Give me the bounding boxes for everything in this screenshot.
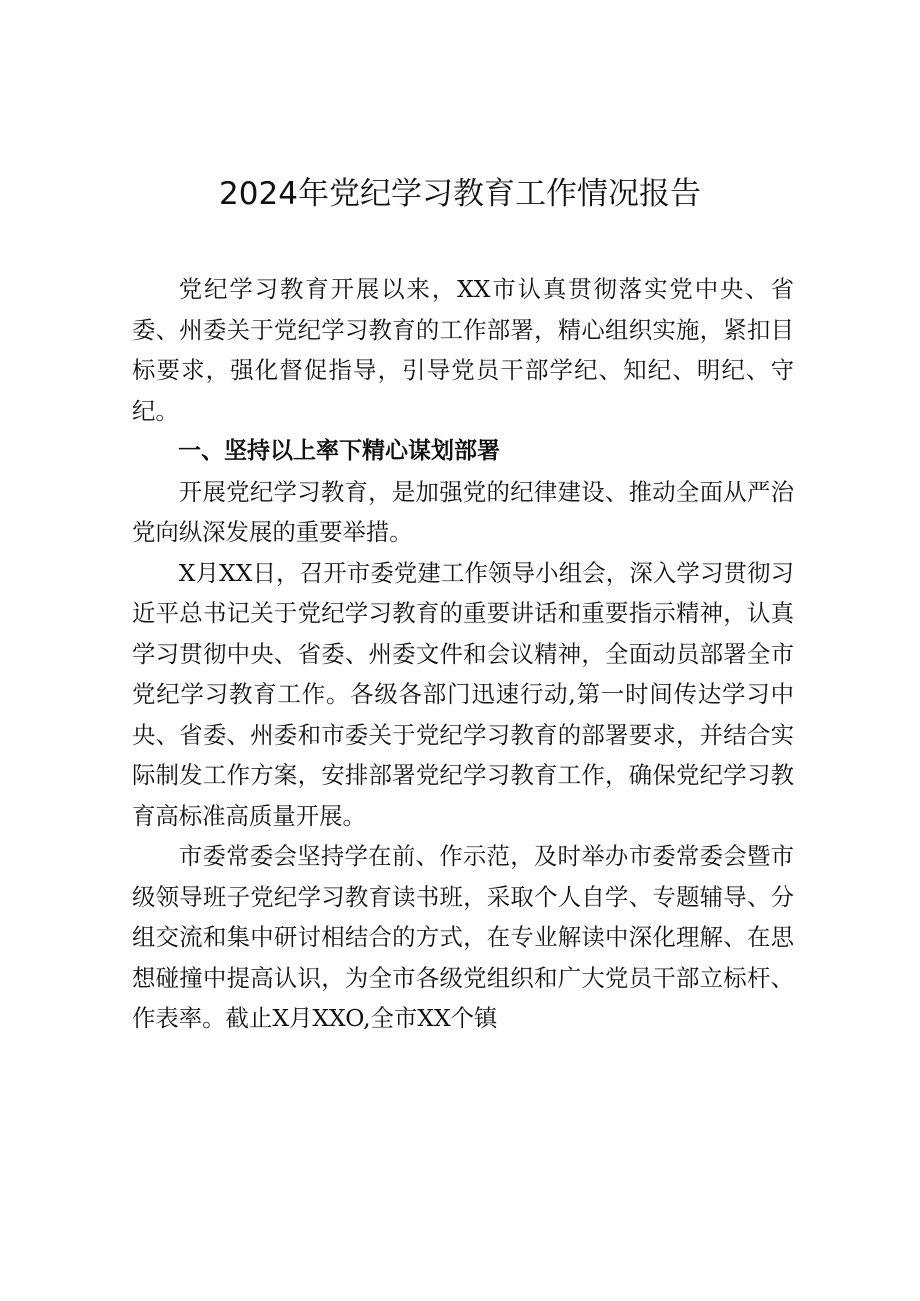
body-paragraph-1: 开展党纪学习教育，是加强党的纪律建设、推动全面从严治党向纵深发展的重要举措。	[132, 477, 794, 546]
section-heading-1: 一、坚持以上率下精心谋划部署	[178, 438, 500, 464]
intro-paragraph: 党纪学习教育开展以来，XX市认真贯彻落实党中央、省委、州委关于党纪学习教育的工作部署，精心组织实施，紧扣目标要求，强化督促指导，引导党员干部学纪、知纪、明纪、守纪。	[132, 275, 794, 425]
document-title: 2024年党纪学习教育工作情况报告	[219, 176, 701, 212]
document-body	[132, 269, 794, 1039]
body-paragraph-3: 市委常委会坚持学在前、作示范，及时举办市委常委会暨市级领导班子党纪学习教育读书班，采取个人自学、专题辅导、分组交流和集中研讨相结合的方式，在专业解读中深化理解、在思想碰撞中提高认识，为全市各级党组织和广大党员干部立标杆、作表率。截止X月XXO,全市XX个镇	[132, 842, 794, 1032]
body-paragraph-2: X月XX日，召开市委党建工作领导小组会，深入学习贯彻习近平总书记关于党纪学习教育的重要讲话和重要指示精神，认真学习贯彻中央、省委、州委文件和会议精神，全面动员部署全市党纪学习教育工作。各级各部门迅速行动,第一时间传达学习中央、省委、州委和市委关于党纪学习教育的部署要求，并结合实际制发工作方案，安排部署党纪学习教育工作，确保党纪学习教育高标准高质量开展。	[132, 558, 794, 830]
